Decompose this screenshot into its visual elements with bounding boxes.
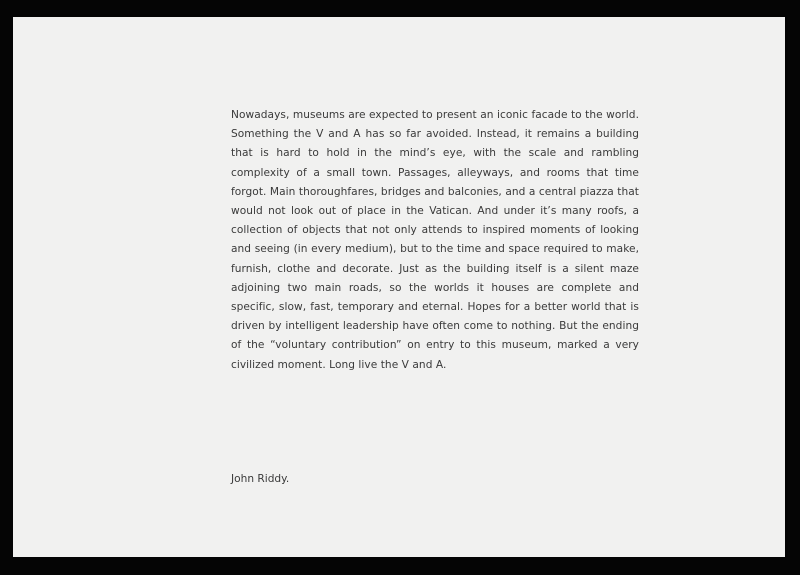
body-text [231, 106, 639, 375]
printed-card [13, 17, 785, 557]
body-paragraph: Nowadays, museums are expected to present an iconic facade to the world. Something the V and A has so far avoided. Instead, it remains a building that is hard to hold in the mind’s eye, with the scale and rambling complexity of a small town. Passages, alleyways, and rooms that time forgot. Main thoroughfares, bridges and balconies, and a central piazza that would not look out of place in the Vatican. And under it’s many roofs, a collection of objects that not only attends to inspired moments of looking and seeing (in every medium), but to the time and space required to make, furnish, clothe and decorate. Just as the building itself is a silent maze adjoining two main roads, so the worlds it houses are complete and specific, slow, fast, temporary and eternal. Hopes for a better world that is driven by intelligent leadership have often come to nothing. But the ending of the “voluntary contribution” on entry to this museum, marked a very civilized moment. Long live the V and A. [231, 109, 639, 371]
author-signature: John Riddy. [231, 473, 290, 485]
